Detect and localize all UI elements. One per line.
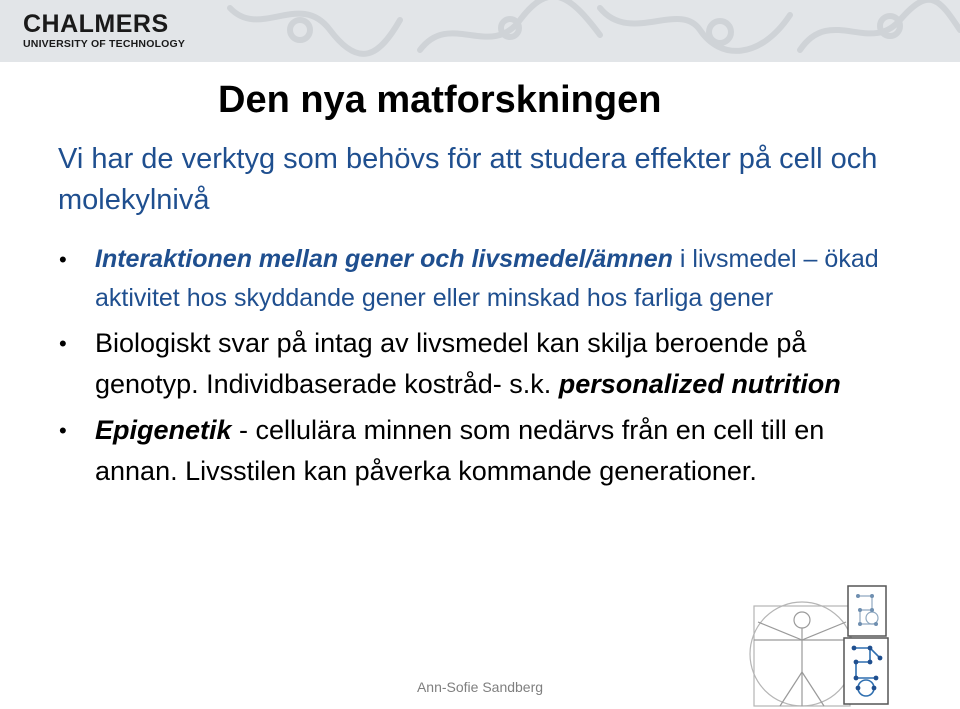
network-diagram-bottom <box>844 638 888 704</box>
bullet-marker: • <box>59 331 67 356</box>
bullet-text: Biologiskt svar på intag av livsmedel kan skilja beroende på genotyp. Individbaserade kostråd- s.k. <box>95 328 807 399</box>
bullet-item <box>58 410 898 492</box>
bullet-list <box>58 240 898 497</box>
header-banner <box>0 0 960 62</box>
logo-name: CHALMERS <box>23 10 169 38</box>
bullet-emphasis: Interaktionen mellan gener och livsmedel/ämnen <box>95 245 673 273</box>
bullet-marker: • <box>59 247 67 272</box>
bullet-item <box>58 323 898 405</box>
bullet-text: - cellulära minnen som nedärvs från en cell till en annan. Livsstilen kan påverka kommande generationer. <box>95 415 825 486</box>
slide-title: Den nya matforskningen <box>218 79 662 121</box>
bullet-text: i livsmedel – ökad aktivitet hos skyddande gener eller minskad hos farliga gener <box>95 245 879 312</box>
logo-subtitle: UNIVERSITY OF TECHNOLOGY <box>23 38 186 50</box>
bullet-emphasis: Epigenetik <box>95 415 232 445</box>
vitruvian-network-illustration <box>740 582 930 709</box>
footer-author: Ann-Sofie Sandberg <box>416 679 544 695</box>
network-diagram-top <box>848 586 886 636</box>
bullet-marker: • <box>59 418 67 443</box>
vitruvian-man-icon <box>750 602 854 706</box>
slide-subtitle: Vi har de verktyg som behövs för att studera effekter på cell och molekylnivå <box>58 143 878 216</box>
bullet-emphasis: personalized nutrition <box>558 369 841 399</box>
chalmers-logo <box>23 12 198 50</box>
bullet-item <box>58 240 898 318</box>
